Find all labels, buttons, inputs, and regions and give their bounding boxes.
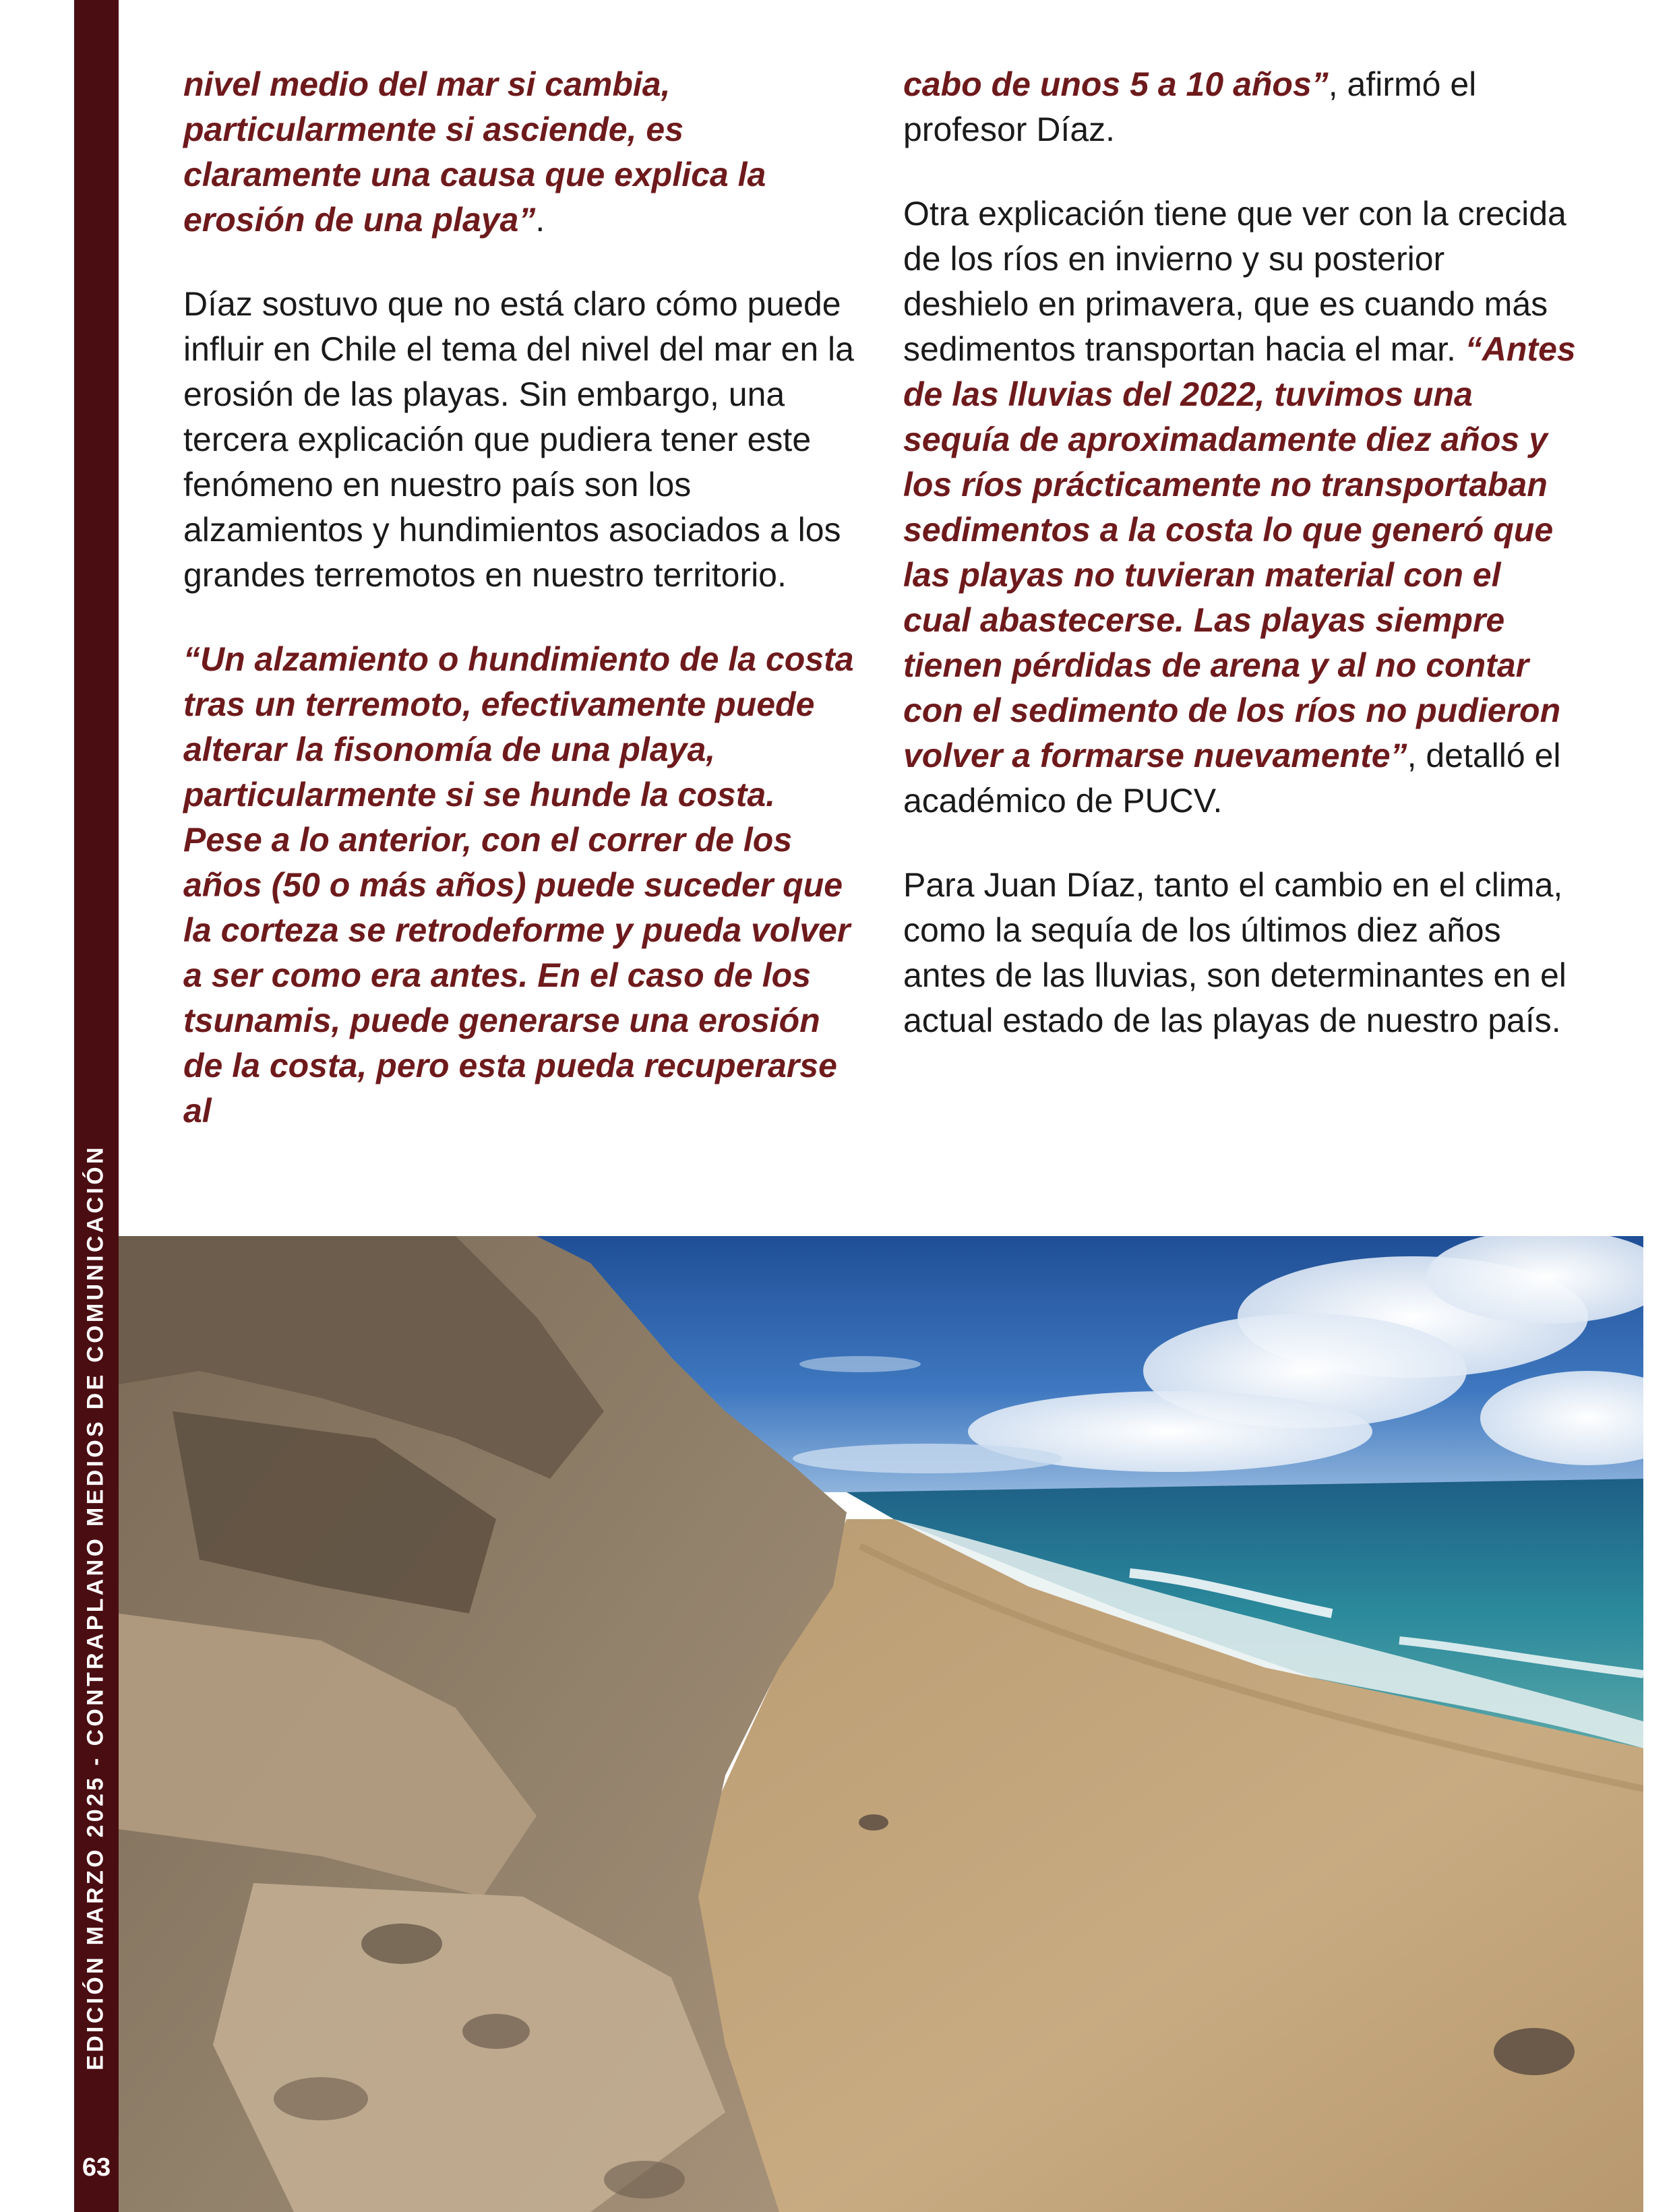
right-paragraph-2 <box>903 191 1577 824</box>
quote-text: “Un alzamiento o hundimiento de la costa tras un terremoto, efectivamente puede alterar la fisonomía de una playa, particularmente si se hunde la costa. Pese a lo anterior, con el correr de los años (50 o más años) puede suceder que la corteza se retrodeforme y pueda volver a ser como era antes. En el caso de los tsunamis, puede generarse una erosión de la costa, pero esta pueda recuperarse al <box>183 640 854 1130</box>
right-paragraph-3: Para Juan Díaz, tanto el cambio en el clima, como la sequía de los últimos diez años antes de las lluvias, son determinantes en el actual estado de las playas de nuestro país. <box>903 866 1566 1039</box>
right-paragraph-1 <box>903 62 1577 152</box>
beach-erosion-photo <box>119 1236 1643 2212</box>
left-paragraph-2: Díaz sostuvo que no está claro cómo puede influir en Chile el tema del nivel del mar en la erosión de las playas. Sin embargo, una tercera explicación que pudiera tener este fenómeno en nuestro país son los alzamientos y hundimientos asociados a los grandes terremotos en nuestro territorio. <box>183 285 854 594</box>
quote-text: nivel medio del mar si cambia, particularmente si asciende, es claramente una causa que explica la erosión de una playa” <box>183 65 766 239</box>
right-column <box>903 62 1577 1082</box>
body-text: , detalló el académico de PUCV. <box>903 737 1561 820</box>
body-text: . <box>535 201 545 239</box>
body-text: Otra explicación tiene que ver con la crecida de los ríos en invierno y su posterior deshielo en primavera, que es cuando más sedimentos transportan hacia el mar. <box>903 195 1566 368</box>
page-number: 63 <box>82 2153 111 2182</box>
quote-text: “Antes de las lluvias del 2022, tuvimos una sequía de aproximadamente diez años y los ríos prácticamente no transportaban sedimentos a la costa lo que generó que las playas no tuvieran material con el cual abastecerse. Las playas siempre tienen pérdidas de arena y al no contar con el sedimento de los ríos no pudieron volver a formarse nuevamente” <box>903 330 1576 774</box>
body-text: , afirmó el profesor Díaz. <box>903 65 1477 148</box>
quote-text: cabo de unos 5 a 10 años” <box>903 65 1329 103</box>
left-paragraph-3 <box>183 637 857 1134</box>
left-column <box>183 62 857 1173</box>
sidebar-edition-label: EDICIÓN MARZO 2025 - CONTRAPLANO MEDIOS DE COMUNICACIÓN <box>82 1144 109 2070</box>
left-paragraph-1 <box>183 62 857 243</box>
